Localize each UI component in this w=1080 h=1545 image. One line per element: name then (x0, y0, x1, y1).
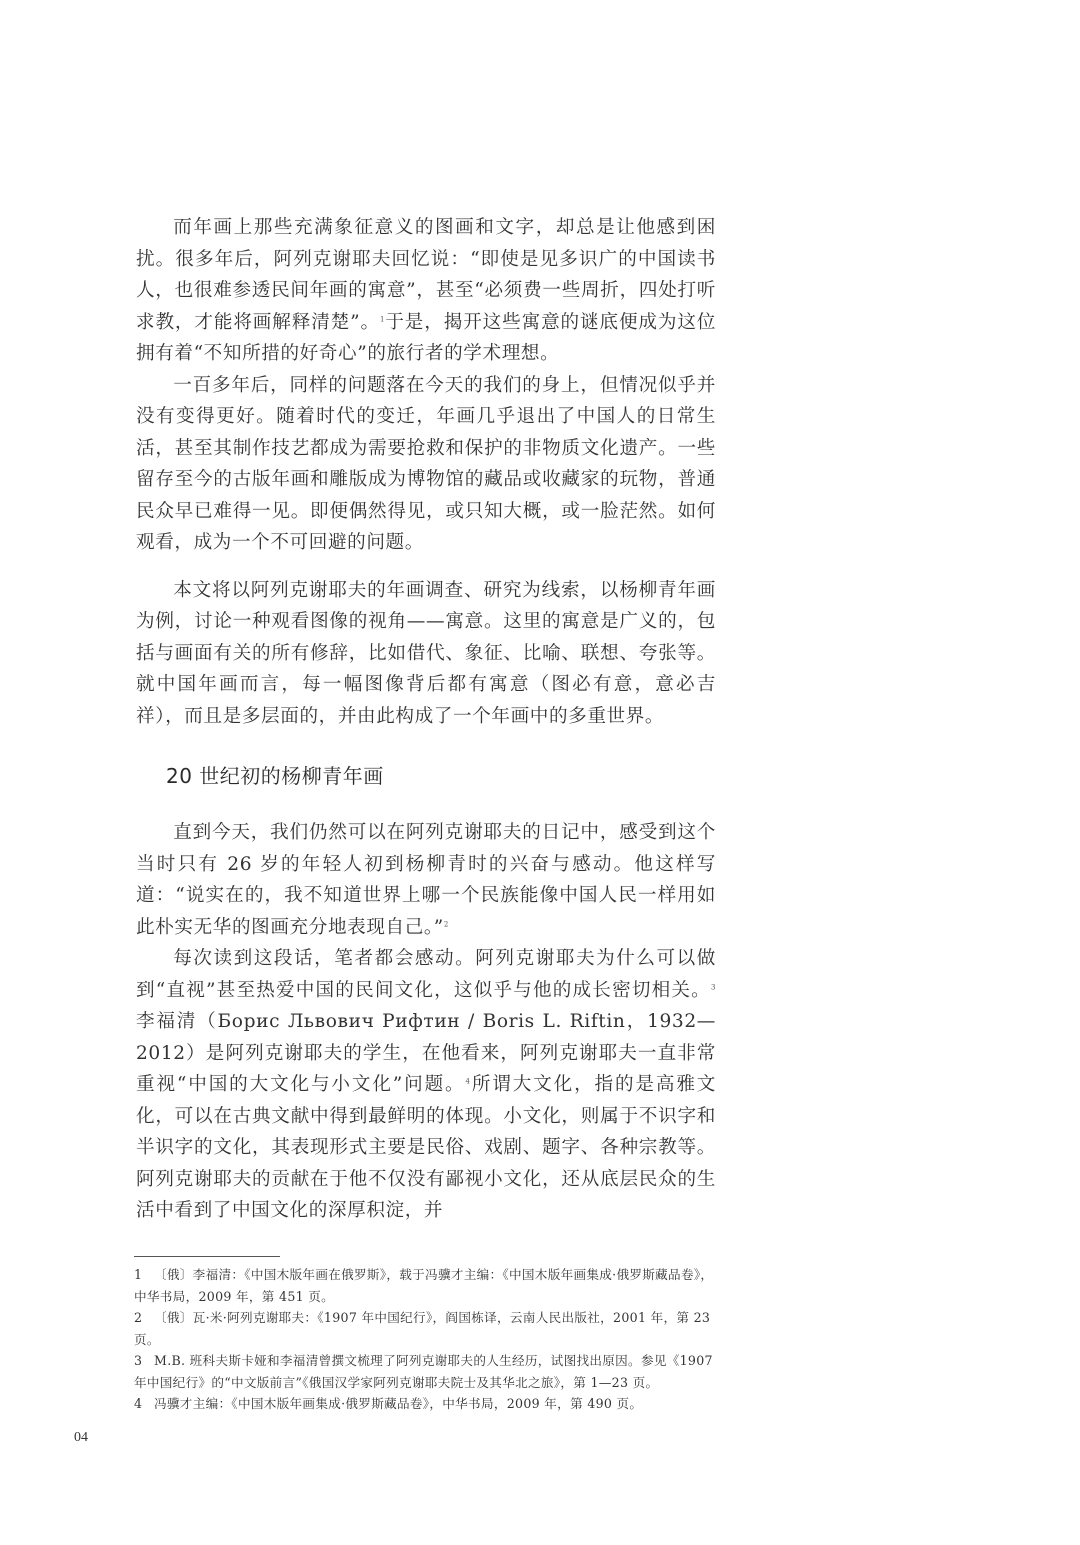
body-text-top (136, 212, 716, 732)
footnote-ref: 1 (380, 315, 386, 324)
footnote-text: 〔俄〕瓦·米·阿列克谢耶夫：《1907 年中国纪行》，阎国栋译，云南人民出版社，2001 年，第 23 页。 (134, 1310, 711, 1347)
paragraph-text: 直到今天，我们仍然可以在阿列克谢耶夫的日记中，感受到这个当时只有 26 岁的年轻人初到杨柳青时的兴奋与感动。他这样写道：“说实在的，我不知道世界上哪一个民族能像中国人民一样用如此朴实无华的图画充分地表现自己。” (136, 822, 716, 938)
paragraph (136, 370, 716, 559)
paragraph-text: 所谓大文化，指的是高雅文化，可以在古典文献中得到最鲜明的体现。小文化，则属于不识字和半识字的文化，其表现形式主要是民俗、戏剧、题字、各种宗教等。阿列克谢耶夫的贡献在于他不仅没有鄙视小文化，还从底层民众的生活中看到了中国文化的深厚积淀，并 (136, 1074, 717, 1221)
paragraph-text: 于是，揭开这些寓意的谜底便成为这位拥有着“不知所措的好奇心”的旅行者的学术理想。 (136, 311, 717, 364)
paragraph (136, 817, 716, 943)
section-heading: 20 世纪初的杨柳青年画 (166, 764, 384, 788)
footnote-text: 冯骥才主编：《中国木版年画集成·俄罗斯藏品卷》，中华书局，2009 年，第 490 页。 (154, 1396, 643, 1411)
footnote (134, 1307, 716, 1350)
paragraph-text: 一百多年后，同样的问题落在今天的我们的身上，但情况似乎并没有变得更好。随着时代的变迁，年画几乎退出了中国人的日常生活，甚至其制作技艺都成为需要抢救和保护的非物质文化遗产。一些留存至今的古版年画和雕版成为博物馆的藏品或收藏家的玩物，普通民众早已难得一见。即便偶然得见，或只知大概，或一脸茫然。如何观看，成为一个不可回避的问题。 (136, 374, 716, 553)
footnote-ref: 2 (443, 920, 449, 929)
paragraph (136, 943, 716, 1227)
paragraph-text: 本文将以阿列克谢耶夫的年画调查、研究为线索，以杨柳青年画为例，讨论一种观看图像的视角——寓意。这里的寓意是广义的，包括与画面有关的所有修辞，比如借代、象征、比喻、联想、夸张等。就中国年画而言，每一幅图像背后都有寓意（图必有意，意必吉祥），而且是多层面的，并由此构成了一个年画中的多重世界。 (136, 579, 716, 727)
footnote-ref: 4 (465, 1077, 471, 1086)
footnote (134, 1264, 716, 1307)
page-number: 04 (74, 1430, 88, 1445)
footnote-ref: 3 (710, 983, 716, 992)
footnote-number: 4 (134, 1396, 143, 1411)
footnote-number: 1 (134, 1267, 143, 1282)
paragraph-text: 每次读到这段话，笔者都会感动。阿列克谢耶夫为什么可以做到“直视”甚至热爱中国的民间文化，这似乎与他的成长密切相关。 (136, 948, 716, 1001)
footnote (134, 1393, 716, 1415)
footnote-number: 3 (134, 1353, 143, 1368)
footnotes (134, 1264, 716, 1415)
footnote-text: 〔俄〕李福清：《中国木版年画在俄罗斯》，载于冯骥才主编：《中国木版年画集成·俄罗斯藏品卷》，中华书局，2009 年，第 451 页。 (134, 1267, 714, 1304)
paragraph (136, 212, 716, 370)
paragraph (136, 575, 716, 733)
paragraph-text: 而年画上那些充满象征意义的图画和文字，却总是让他感到困扰。很多年后，阿列克谢耶夫回忆说：“即使是见多识广的中国读书人，也很难参透民间年画的寓意”，甚至“必须费一些周折，四处打听求教，才能将画解释清楚”。 (136, 217, 716, 333)
footnote-text: M.B. 班科夫斯卡娅和李福清曾撰文梳理了阿列克谢耶夫的人生经历，试图找出原因。参见《1907 年中国纪行》的“中文版前言”《俄国汉学家阿列克谢耶夫院士及其华北之旅》，第 1—23 页。 (134, 1353, 713, 1390)
paragraph-text: 李福清（Борис Львович Рифтин / Boris L. Riftin，1932—2012）是阿列克谢耶夫的学生，在他看来，阿列克谢耶夫一直非常重视“中国的大文化与小文化”问题。 (136, 1011, 716, 1095)
body-text-bottom (136, 817, 716, 1227)
footnote-number: 2 (134, 1310, 143, 1325)
footnote (134, 1350, 716, 1393)
footnote-divider (134, 1256, 280, 1257)
